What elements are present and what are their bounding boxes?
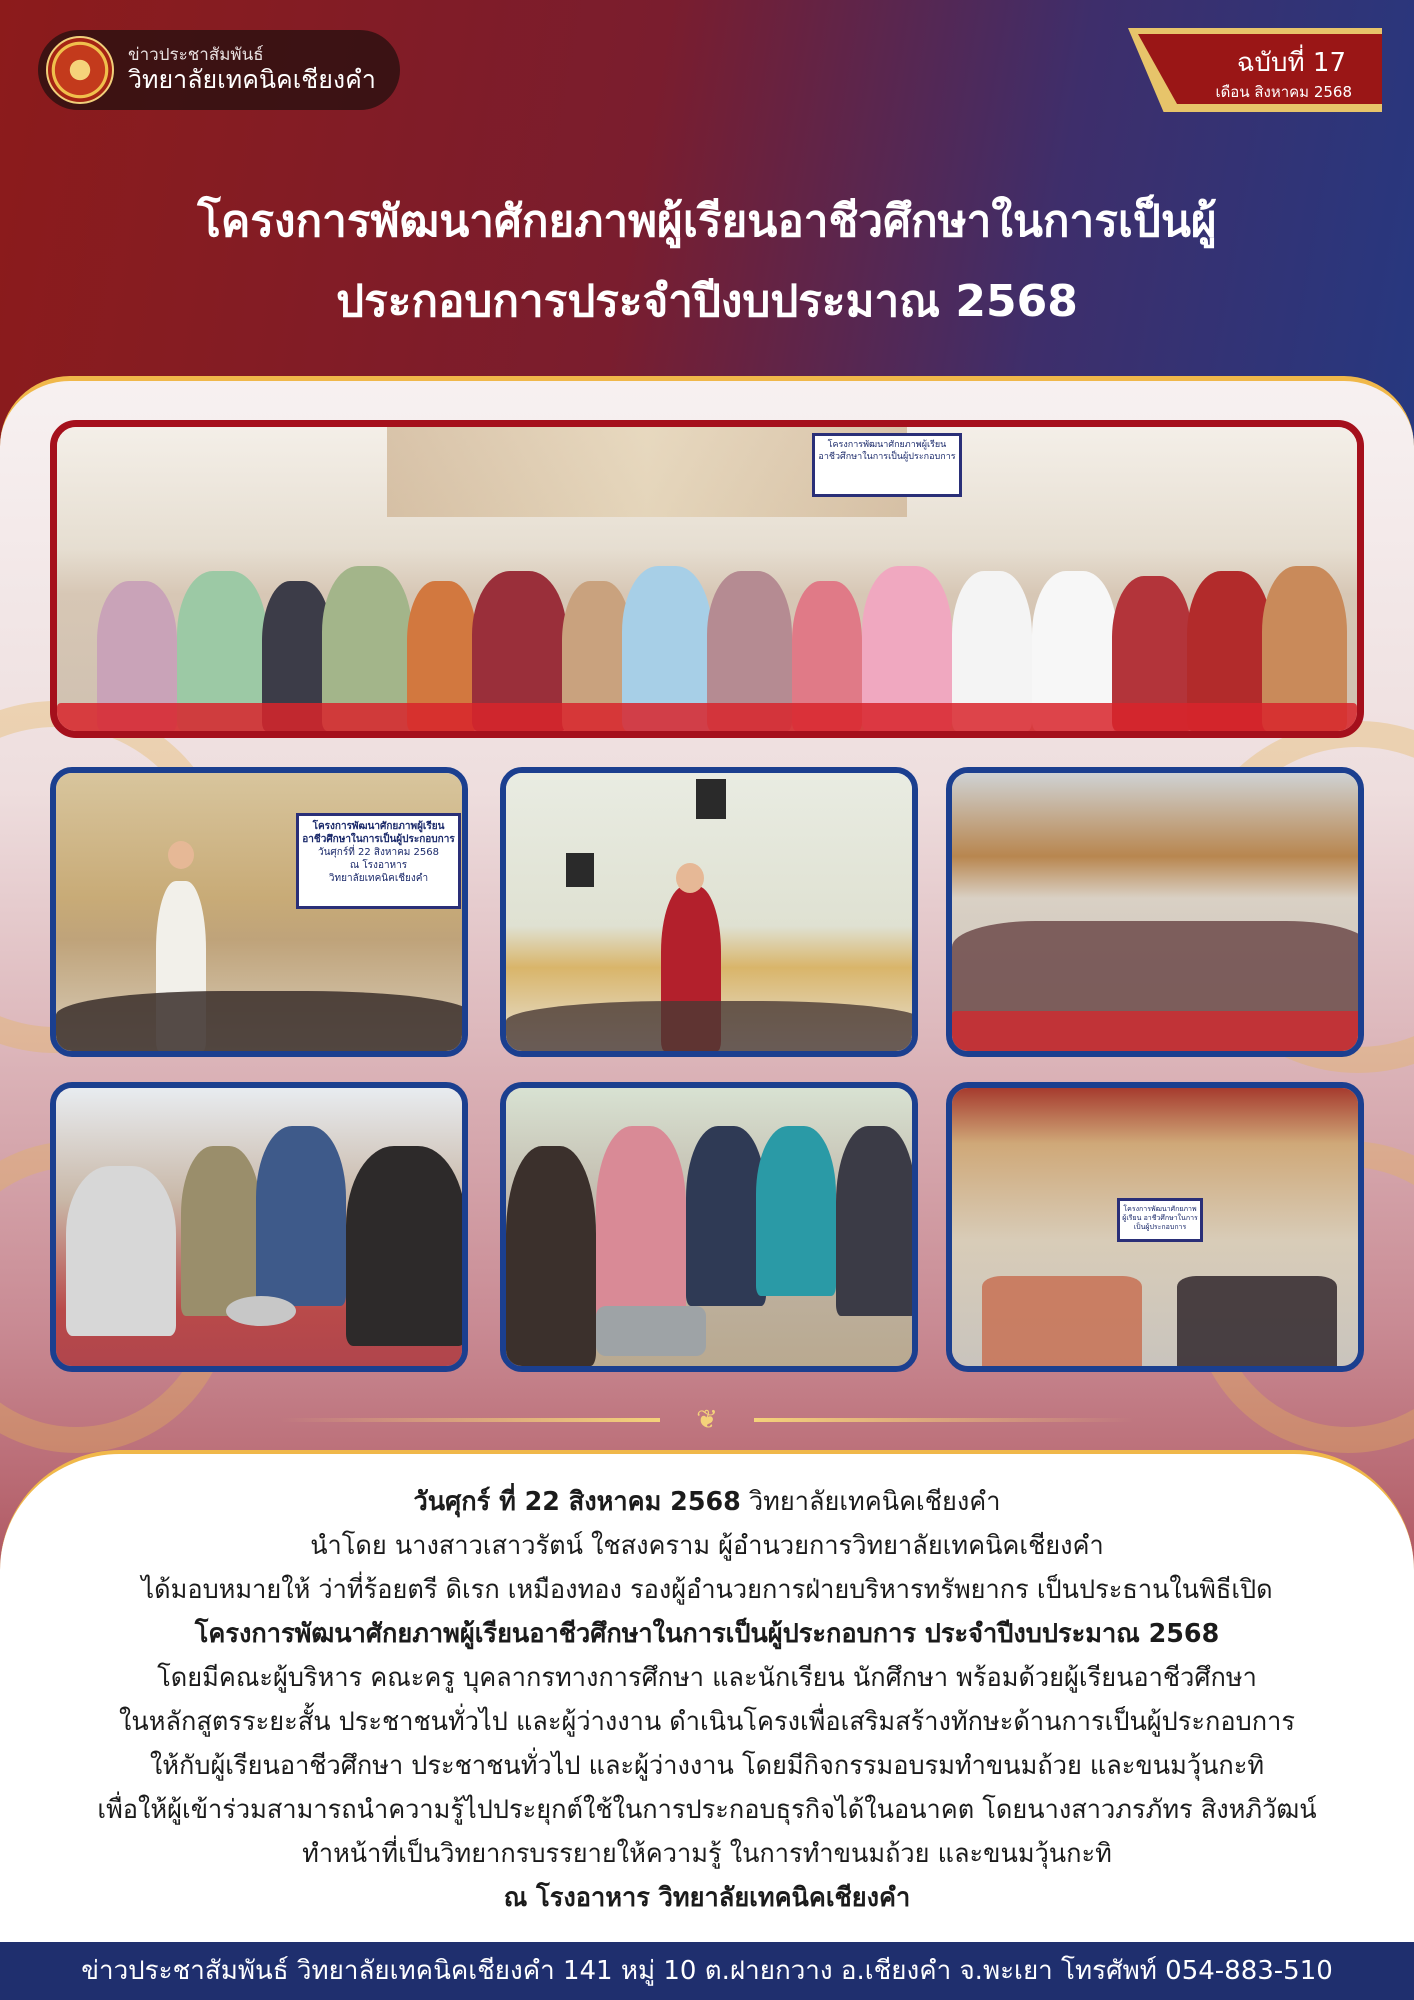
title-line-2: ประกอบการประจำปีงบประมาณ 2568	[336, 276, 1078, 327]
body-line-5: โดยมีคณะผู้บริหาร คณะครู บุคลากรทางการศึกษา และนักเรียน นักศึกษา พร้อมด้วยผู้เรียนอาชีวศึกษา	[157, 1663, 1257, 1693]
closing-banner: โครงการพัฒนาศักยภาพผู้เรียน อาชีวศึกษาในการเป็นผู้ประกอบการ	[1117, 1198, 1203, 1242]
body-line-3: ได้มอบหมายให้ ว่าที่ร้อยตรี ดิเรก เหมืองทอง รองผู้อำนวยการฝ่ายบริหารทรัพยากร เป็นประธานในพิธีเปิด	[141, 1575, 1273, 1605]
body-line-2: นำโดย นางสาวเสาวรัตน์ ใชสงคราม ผู้อำนวยการวิทยาลัยเทคนิคเชียงคำ	[310, 1531, 1104, 1561]
body-line-7: ให้กับผู้เรียนอาชีวศึกษา ประชาชนทั่วไป และผู้ว่างงาน โดยมีกิจกรรมอบรมทำขนมถ้วย และขนมวุ้นกะทิ	[149, 1751, 1265, 1781]
org-subtitle: ข่าวประชาสัมพันธ์	[128, 44, 264, 65]
photo-opening-speech: โครงการพัฒนาศักยภาพผู้เรียน อาชีวศึกษาในการเป็นผู้ประกอบการ วันศุกร์ที่ 22 สิงหาคม 2568 ณ โรงอาหาร วิทยาลัยเทคนิคเชียงคำ	[50, 767, 468, 1057]
photo-workshop-1	[50, 1082, 468, 1372]
title-line-1: โครงการพัฒนาศักยภาพผู้เรียนอาชีวศึกษาในการเป็นผู้	[197, 196, 1217, 247]
news-body: วันศุกร์ ที่ 22 สิงหาคม 2568 วิทยาลัยเทคนิคเชียงคำ นำโดย นางสาวเสาวรัตน์ ใชสงคราม ผู้อำนวยการวิทยาลัยเทคนิคเชียงคำ ได้มอบหมายให้ ว่าที่ร้อยตรี ดิเรก เหมืองทอง รองผู้อำนวยการฝ่ายบริหารทรัพยากร เป็นประธานในพิธีเปิด โครงการพัฒนาศักยภาพผู้เรียนอาชีวศึกษาในการเป็นผู้ประกอบการ ประจำปีงบประมาณ 2568 โดยมีคณะผู้บริหาร คณะครู บุคลากรทางการศึกษา และนักเรียน นักศึกษา พร้อมด้วยผู้เรียนอาชีวศึกษา ในหลักสูตรระยะสั้น ประชาชนทั่วไป และผู้ว่างงาน ดำเนินโครงเพื่อเสริมสร้างทักษะด้านการเป็นผู้ประกอบการ ให้กับผู้เรียนอาชีวศึกษา ประชาชนทั่วไป และผู้ว่างงาน โดยมีกิจกรรมอบรมทำขนมถ้วย และขนมวุ้นกะทิ เพื่อให้ผู้เข้าร่วมสามารถนำความรู้ไปประยุกต์ใช้ในการประกอบธุรกิจได้ในอนาคต โดยนางสาวภรภัทร สิงหภิวัฒน์ ทำหน้าที่เป็นวิทยากรบรรยายให้ความรู้ ในการทำขนมถ้วย และขนมวุ้นกะทิ ณ โรงอาหาร วิทยาลัยเทคนิคเชียงคำ	[0, 1480, 1414, 1920]
page-title	[60, 182, 1354, 342]
body-line-9: ทำหน้าที่เป็นวิทยากรบรรยายให้ความรู้ ในการทำขนมถ้วย และขนมวุ้นกะทิ	[302, 1839, 1112, 1869]
body-line-6: ในหลักสูตรระยะสั้น ประชาชนทั่วไป และผู้ว่างงาน ดำเนินโครงเพื่อเสริมสร้างทักษะด้านการเป็นผู้ประกอบการ	[119, 1707, 1295, 1737]
group-photo	[50, 420, 1364, 738]
org-badge	[38, 30, 400, 110]
college-seal-icon	[46, 36, 114, 104]
ornament-icon: ❦	[696, 1405, 718, 1435]
photo-mc	[500, 767, 918, 1057]
divider	[280, 1407, 1134, 1433]
org-name: วิทยาลัยเทคนิคเชียงคำ	[128, 65, 376, 95]
issue-date: เดือน สิงหาคม 2568	[1215, 83, 1352, 101]
issue-badge	[1128, 28, 1382, 112]
body-project-name: โครงการพัฒนาศักยภาพผู้เรียนอาชีวศึกษาในการเป็นผู้ประกอบการ ประจำปีงบประมาณ 2568	[194, 1619, 1220, 1649]
body-venue: ณ โรงอาหาร วิทยาลัยเทคนิคเชียงคำ	[503, 1883, 911, 1913]
body-line-8: เพื่อให้ผู้เข้าร่วมสามารถนำความรู้ไปประยุกต์ใช้ในการประกอบธุรกิจได้ในอนาคต โดยนางสาวภรภัทร สิงหภิวัฒน์	[97, 1795, 1317, 1825]
group-photo-banner: โครงการพัฒนาศักยภาพผู้เรียน อาชีวศึกษาในการเป็นผู้ประกอบการ	[812, 433, 962, 497]
footer: ข่าวประชาสัมพันธ์ วิทยาลัยเทคนิคเชียงคำ 141 หมู่ 10 ต.ฝายกวาง อ.เชียงคำ จ.พะเยา โทรศัพท์ 054-883-510	[0, 1942, 1414, 2000]
photo-closing	[946, 1082, 1364, 1372]
photo-audience	[946, 767, 1364, 1057]
photo-workshop-2	[500, 1082, 918, 1372]
issue-number: ฉบับที่ 17	[1236, 48, 1346, 78]
event-date: วันศุกร์ ที่ 22 สิงหาคม 2568	[413, 1487, 741, 1517]
